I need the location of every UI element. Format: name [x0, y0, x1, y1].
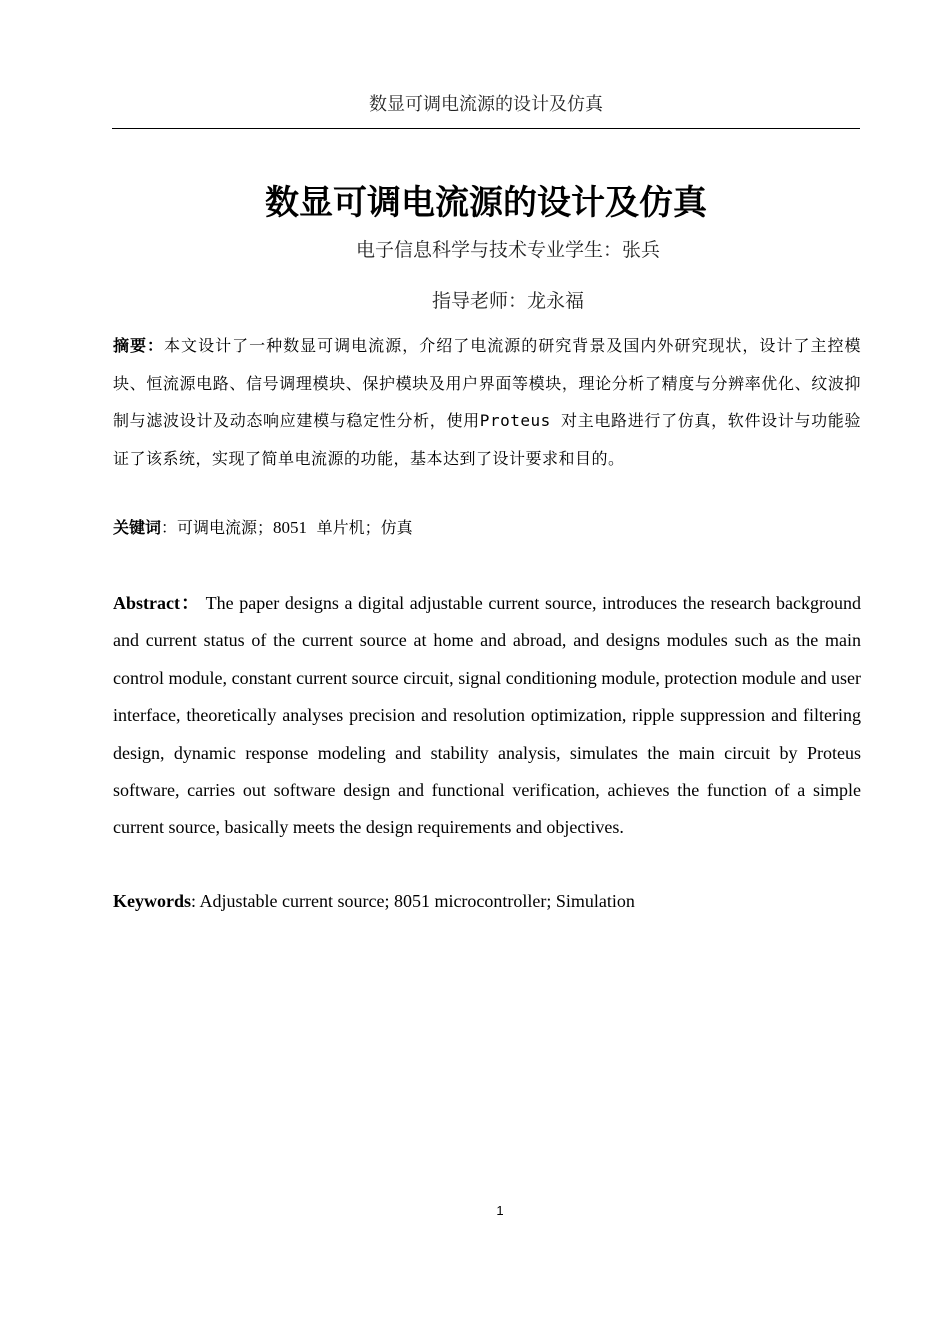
english-keywords — [113, 886, 861, 916]
chinese-keywords-number: 8051 — [273, 518, 308, 537]
chinese-abstract-text: 本文设计了一种数显可调电流源，介绍了电流源的研究背景及国内外研究现状，设计了主控模块、恒流源电路、信号调理模块、保护模块及用户界面等模块，理论分析了精度与分辨率优化、纹波抑制与滤波设计及动态响应建模与稳定性分析，使用Proteus 对主电路进行了仿真，软件设计与功能验证了该系统，实现了简单电流源的功能，基本达到了设计要求和目的。 — [113, 336, 861, 468]
advisor-line: 指导老师：龙永福 — [431, 290, 584, 312]
chinese-keywords-label: 关键词 — [113, 518, 162, 537]
running-header: 数显可调电流源的设计及仿真 — [369, 94, 603, 115]
english-abstract — [113, 585, 861, 847]
english-keywords-text: : Adjustable current source; 8051 microcontroller; Simulation — [191, 891, 635, 911]
header-rule — [112, 128, 860, 129]
chinese-keywords-part1: 可调电流源； — [177, 518, 274, 537]
chinese-keywords-colon: ： — [161, 518, 178, 537]
english-keywords-label: Keywords — [113, 891, 191, 911]
chinese-keywords-part2: 单片机；仿真 — [307, 518, 413, 537]
chinese-abstract-label: 摘要： — [113, 336, 165, 355]
chinese-abstract — [113, 327, 861, 477]
author-line: 电子信息科学与技术专业学生：张兵 — [355, 239, 660, 261]
english-abstract-text: The paper designs a digital adjustable current source, introduces the research background and current status of the current source at home and abroad, and designs modules such as the main control module, constant current source circuit, signal conditioning module, protection module and user interface, theoretically analyses precision and resolution optimization, ripple suppression and filtering design, dynamic response modeling and stability analysis, simulates the main circuit by Proteus software, carries out software design and functional verification, achieves the function of a simple current source, basically meets the design requirements and objectives. — [113, 593, 861, 838]
paper-title: 数显可调电流源的设计及仿真 — [265, 183, 707, 223]
chinese-keywords — [113, 513, 861, 543]
page-number: 1 — [496, 1203, 504, 1218]
english-abstract-label: Abstract： — [113, 593, 201, 613]
